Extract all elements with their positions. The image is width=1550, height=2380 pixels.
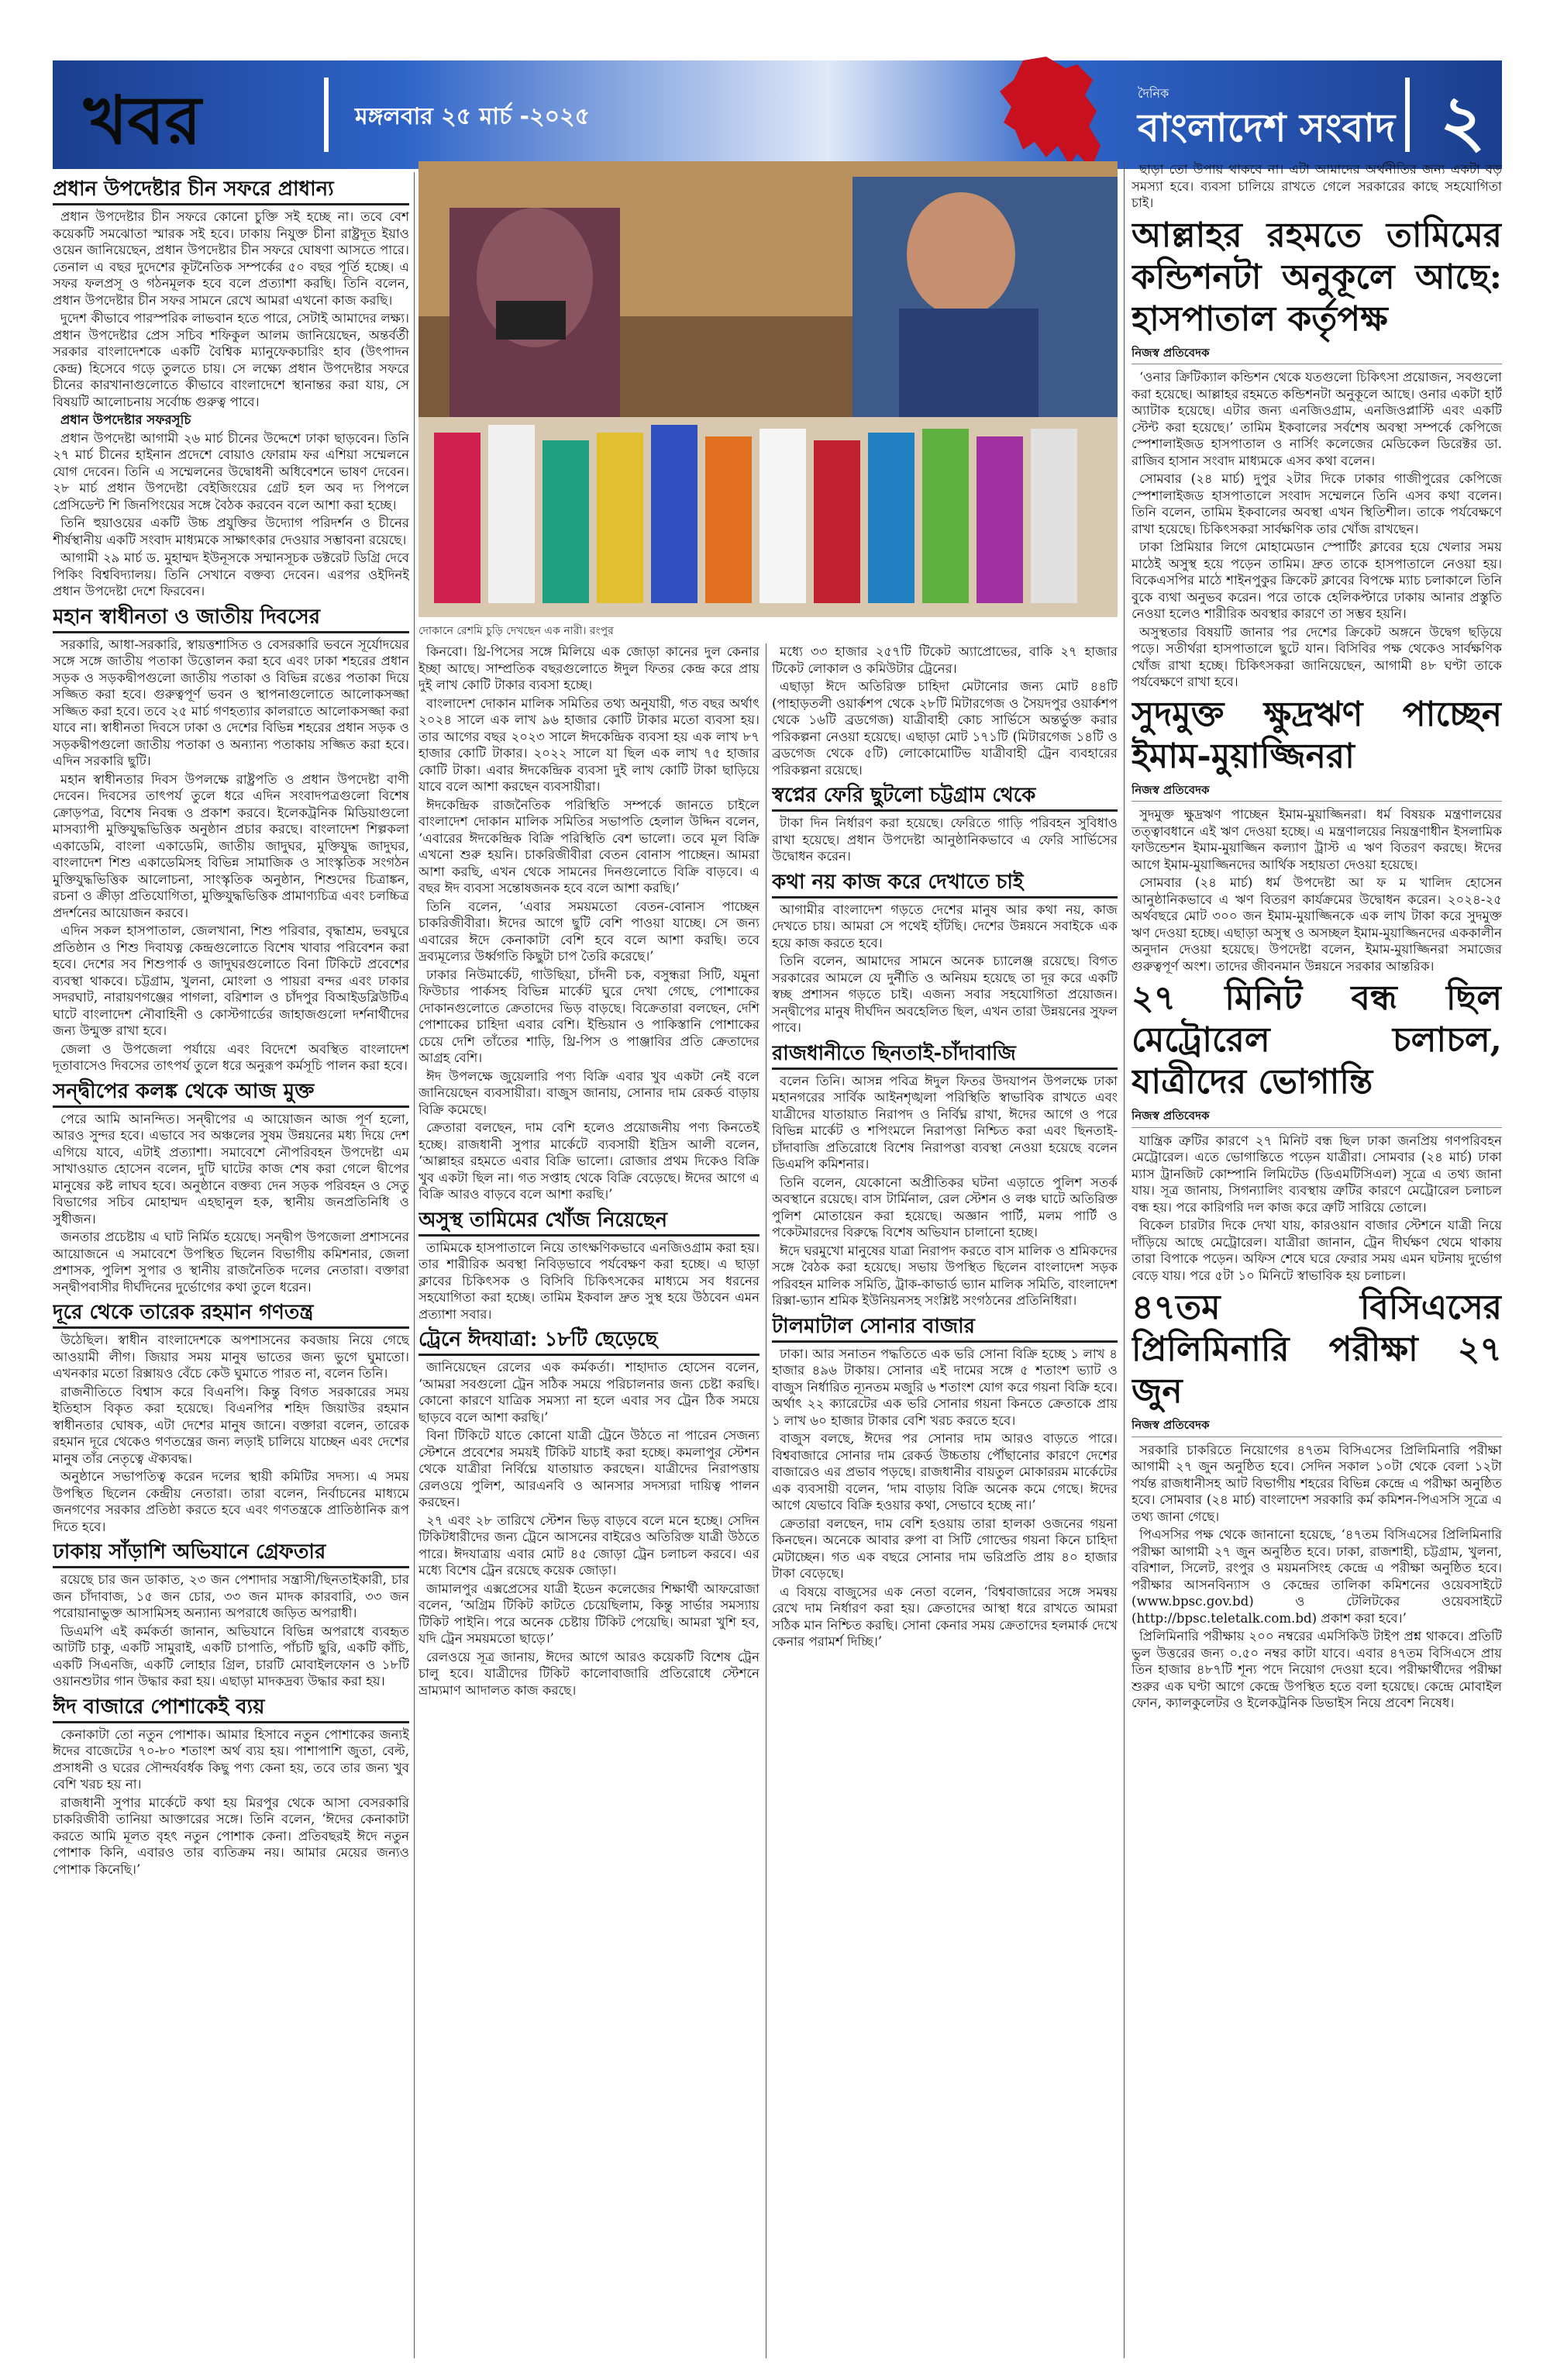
headline-train-eid: ট্রেনে ঈদযাত্রা: ১৮টি ছেড়েছে bbox=[418, 1327, 760, 1356]
column-rule bbox=[414, 172, 415, 2358]
headline-ferry: স্বপ্নের ফেরি ছুটলো চট্টগ্রাম থেকে bbox=[772, 783, 1118, 812]
divider bbox=[1405, 78, 1410, 152]
photo-caption: দোকানে রেশমি চুড়ি দেখছেন এক নারী। রংপুর bbox=[418, 625, 614, 637]
paragraph: ঢাকা। আর সনাতন পদ্ধতিতে এক ভরি সোনা বিক্রি হচ্ছে ১ লাখ ৪ হাজার ৪৯৬ টাকায়। সোনার এই দামের সঙ্গে ৫ শতাংশ ভ্যাট ও বাজুস নির্ধারিত ন্যূনতম মজুরি ৬ শতাংশ যোগ করে গয়না বিক্রি হবে। অর্থাৎ ২২ ক্যারেটের এক ভরি সোনার গয়না কিনতে ক্রেতাকে প্রায় ১ লাখ ৬০ হাজার টাকার বেশি খরচ করতে হবে। bbox=[772, 1346, 1118, 1428]
paragraph: প্রিলিমিনারি পরীক্ষায় ২০০ নম্বরের এমসিকিউ টাইপ প্রশ্ন থাকবে। প্রতিটি ভুল উত্তরের জন্য ০.৫০ নম্বর কাটা যাবে। এবার ৪৭তম বিসিএসে প্রায় তিন হাজার ৪৮৭টি শূন্য পদে নিয়োগ দেওয়া হবে। পরীক্ষার্থীদের পরীক্ষা শুরুর এক ঘণ্টা আগে কেন্দ্রে উপস্থিত হতে বলা হয়েছে। কেন্দ্রে মোবাইল ফোন, ক্যালকুলেটর ও ইলেকট্রনিক ডিভাইস নিয়ে প্রবেশ নিষেধ। bbox=[1132, 1629, 1502, 1710]
paragraph: তিনি বলেন, আমাদের সামনে অনেক চ্যালেঞ্জ রয়েছে। বিগত সরকারের আমলে যে দুর্নীতি ও অনিয়ম হয়েছে তা দূর করে একটি স্বচ্ছ প্রশাসন গড়তে চাই। এজন্য সবার সহযোগিতা প্রয়োজন। সন্দ্বীপের মানুষ দীর্ঘদিন অবহেলিত ছিল, এখন তারা উন্নয়নের সুফল পাবে। bbox=[772, 954, 1118, 1035]
paragraph: প্রধান উপদেষ্টার চীন সফরে কোনো চুক্তি সই হচ্ছে না। তবে বেশ কয়েকটি সমঝোতা স্মারক সই হবে। ঢাকায় নিযুক্ত চীনা রাষ্ট্রদূত ইয়াও ওয়েন জানিয়েছেন, প্রধান উপদেষ্টার চীন সফরে ঘোষণা আসতে পারে। তেনাল এ বছর দুদেশের কূটনৈতিক সম্পর্কের ৫০ বছর পূর্তি হচ্ছে। এ সফর ফলপ্রসূ ও গঠনমূলক হবে বলে প্রত্যাশা করছি। তিনি বলেন, প্রধান উপদেষ্টার চীন সফর সামনে রেখে আমরা এখনো কাজ করছি। bbox=[53, 209, 409, 308]
bangle-shop-photo bbox=[418, 161, 1118, 617]
paragraph: রয়েছে চার জন ডাকাত, ২৩ জন পেশাদার সন্ত্রাসী/ছিনতাইকারী, চার জন চাঁদাবাজ, ১৫ জন চোর, ৩৩ জন মাদক কারবারি, ৩৩ জন পরোয়ানাভুক্ত আসামিসহ অন্যান্য অপরাধে জড়িত অপরাধী। bbox=[53, 1572, 409, 1620]
paragraph: সরকারি চাকরিতে নিয়োগের ৪৭তম বিসিএসের প্রিলিমিনারি পরীক্ষা আগামী ২৭ জুন অনুষ্ঠিত হবে। সেদিন সকাল ১০টা থেকে বেলা ১২টা পর্যন্ত রাজধানীসহ আট বিভাগীয় শহরের বিভিন্ন কেন্দ্রে এ পরীক্ষা অনুষ্ঠিত হবে। সোমবার (২৪ মার্চ) বাংলাদেশ সরকারি কর্ম কমিশন-পিএসসি সূত্রে এ তথ্য জানা গেছে। bbox=[1132, 1442, 1502, 1524]
paragraph: তিনি হুয়াওয়ের একটি উচ্চ প্রযুক্তির উদ্যোগ পরিদর্শন ও চীনের শীর্ষস্থানীয় একটি সংবাদ মাধ্যমকে সাক্ষাৎকার দেওয়ার সম্ভাবনা রয়েছে। bbox=[53, 516, 409, 547]
headline-bcs: ৪৭তম বিসিএসের প্রিলিমিনারি পরীক্ষা ২৭ জুন bbox=[1132, 1288, 1502, 1411]
paragraph: বিনা টিকিটে যাতে কোনো যাত্রী ট্রেনে উঠতে না পারেন সেজন্য স্টেশনে প্রবেশের সময়ই টিকিট যাচাই করা হচ্ছে। কমলাপুর স্টেশন থেকে যাত্রীরা নির্বিঘ্নে যাতায়াত করছেন। যাত্রীদের নিরাপত্তায় রেলওয়ে পুলিশ, আরএনবি ও আনসার সদস্যরা দায়িত্ব পালন করছেন। bbox=[418, 1428, 760, 1509]
paragraph: বাজুস বলছে, ঈদের পর সোনার দাম আরও বাড়তে পারে। বিশ্ববাজারে সোনার দাম রেকর্ড উচ্চতায় পৌঁছানোর কারণে দেশের বাজারেও এর প্রভাব পড়ছে। রাজধানীর বায়তুল মোকাররম মার্কেটের এক ব্যবসায়ী বলেন, ‘দাম বাড়ায় বিক্রি অনেক কমে গেছে। ঈদের আগে যেভাবে বিক্রি হওয়ার কথা, সেভাবে হচ্ছে না।’ bbox=[772, 1431, 1118, 1513]
column-2 bbox=[418, 643, 760, 2358]
paper-prefix: দৈনিক bbox=[1138, 86, 1169, 101]
paragraph: ২৭ এবং ২৮ তারিখে স্টেশন ভিড় বাড়বে বলে মনে হচ্ছে। সেদিন টিকিটধারীদের জন্য ট্রেনে আসনের বাইরেও অতিরিক্ত যাত্রী উঠতে পারে। ঈদযাত্রায় এবার মোট ৪৫ জোড়া ট্রেন চলাচল করবে। এর মধ্যে বিশেষ ট্রেন রয়েছে কয়েক জোড়া। bbox=[418, 1513, 760, 1578]
headline-tamim-visit: অসুস্থ তামিমের খোঁজ নিয়েছেন bbox=[418, 1208, 760, 1237]
headline-dhaka-raid: ঢাকায় সাঁড়াশি অভিযানে গ্রেফতার bbox=[53, 1540, 409, 1568]
byline: নিজস্ব প্রতিবেদক bbox=[1132, 1108, 1502, 1128]
paragraph: তিনি বলেন, যেকোনো অপ্রীতিকর ঘটনা এড়াতে পুলিশ সতর্ক অবস্থানে রয়েছে। বাস টার্মিনাল, রেল স্টেশন ও লঞ্চ ঘাটে অতিরিক্ত পুলিশ মোতায়েন করা হয়েছে। অজ্ঞান পার্টি, মলম পার্টি ও পকেটমারদের বিরুদ্ধে বিশেষ অভিযান চালানো হচ্ছে। bbox=[772, 1174, 1118, 1240]
paragraph: তিনি বলেন, ‘এবার সময়মতো বেতন-বোনাস পাচ্ছেন চাকরিজীবীরা। ঈদের আগে ছুটি বেশি পাওয়া যাচ্ছে। সে জন্য এবারের ঈদে কেনাকাটা বেশি হবে বলে আশা করছি। তবে দ্রব্যমূল্যের উর্ধ্বগতি কিছুটা চাপ তৈরি করেছে।’ bbox=[418, 899, 760, 964]
paragraph: জামালপুর এক্সপ্রেসের যাত্রী ইডেন কলেজের শিক্ষার্থী আফরোজা বলেন, ‘অগ্রিম টিকিট কাটতে চেয়েছিলাম, কিন্তু সার্ভার সমস্যায় টিকিট পাইনি। পরে অনেক চেষ্টায় টিকিট পেয়েছি। আমরা খুশি হব, যদি ট্রেন সময়মতো ছাড়ে।’ bbox=[418, 1581, 760, 1646]
paragraph: দুদেশ কীভাবে পারস্পরিক লাভবান হতে পারে, সেটাই আমাদের লক্ষ্য। প্রধান উপদেষ্টার প্রেস সচিব শফিকুল আলম জানিয়েছেন, অন্তর্বর্তী সরকার বাংলাদেশকে একটি বৈশ্বিক ম্যানুফেকচারিং হাব (উৎপাদন কেন্দ্র) হিসেবে গড়ে তুলতে চায়। সে লক্ষ্যে প্রধান উপদেষ্টার সফরে চীনের কারখানাগুলোতে কীভাবে বাংলাদেশে স্থানান্তর করা যায়, সে বিষয়টি আলোচনায় সর্বোচ্চ গুরুত্ব পাবে। bbox=[53, 311, 409, 409]
paragraph: জনতার প্রচেষ্টায় এ ঘাট নির্মিত হয়েছে। সন্দ্বীপ উপজেলা প্রশাসনের আয়োজনে এ সমাবেশে উপস্থিত ছিলেন বিভাগীয় কমিশনার, জেলা প্রশাসক, পুলিশ সুপার ও স্থানীয় রাজনৈতিক দলের নেতারা। বক্তারা সন্দ্বীপবাসীর দীর্ঘদিনের দুর্ভোগের কথা তুলে ধরেন। bbox=[53, 1230, 409, 1295]
paragraph: ডিএমপি এই কর্মকর্তা জানান, অভিযানে বিভিন্ন অপরাধে ব্যবহৃত আটটি চাকু, একটি সামুরাই, একটি চাপাতি, পাঁচটি ছুরি, একটি কাঁচি, একটি সিএনজি, একটি লোহার গ্রিল, চারটি মোবাইলফোন ও ১৮টি ওয়ানশুটার গান উদ্ধার করা হয়। এছাড়া মাদকদ্রব্য উদ্ধার করা হয়। bbox=[53, 1623, 409, 1688]
paragraph: মহান স্বাধীনতার দিবস উপলক্ষে রাষ্ট্রপতি ও প্রধান উপদেষ্টা বাণী দেবেন। দিবসের তাৎপর্য তুলে ধরে এদিন সংবাদপত্রগুলো বিশেষ ক্রোড়পত্র, বিশেষ নিবন্ধ ও প্রকাশ করবে। ইলেকট্রনিক মিডিয়াগুলো মাসব্যাপী মুক্তিযুদ্ধভিত্তিক অনুষ্ঠান প্রচার করছে। বাংলাদেশ শিল্পকলা একাডেমি, বাংলা একাডেমি, জাতীয় জাদুঘর, মুক্তিযুদ্ধ জাদুঘর, বাংলাদেশ শিশু একাডেমিসহ বিভিন্ন সামাজিক ও সাংস্কৃতিক সংগঠন মুক্তিযুদ্ধভিত্তিক আলোচনা, সাংস্কৃতিক অনুষ্ঠান, শিশুদের চিত্রাঙ্কন, রচনা ও ক্রীড়া প্রতিযোগিতা, মুক্তিযুদ্ধভিত্তিক প্রামাণ্যচিত্র এবং চলচ্চিত্র প্রদর্শনের আয়োজন করবে। bbox=[53, 771, 409, 920]
headline-tarique: দূরে থেকে তারেক রহমান গণতন্ত্র bbox=[53, 1300, 409, 1329]
paragraph: পিএসসির পক্ষ থেকে জানানো হয়েছে, ‘৪৭তম বিসিএসের প্রিলিমিনারি পরীক্ষা আগামী ২৭ জুন অনুষ্ঠিত হবে। ঢাকা, রাজশাহী, চট্টগ্রাম, খুলনা, বরিশাল, সিলেট, রংপুর ও ময়মনসিংহ কেন্দ্রে এ পরীক্ষা অনুষ্ঠিত হবে। পরীক্ষার আসনবিন্যাস ও কেন্দ্রের তালিকা কমিশনের ওয়েবসাইটে (www.bpsc.gov.bd) ও টেলিটকের ওয়েবসাইটে (http://bpsc.teletalk.com.bd) প্রকাশ করা হবে।’ bbox=[1132, 1527, 1502, 1626]
paragraph: এছাড়া ঈদে অতিরিক্ত চাহিদা মেটানোর জন্য মোট ৪৪টি (পাহাড়তলী ওয়ার্কশপ থেকে ২৮টি মিটারগেজ ও সৈয়দপুর ওয়ার্কশপ থেকে ১৬টি ব্রডগেজ) যাত্রীবাহী কোচ সার্ভিসে অন্তর্ভুক্ত করার পরিকল্পনা নেওয়া হয়েছে। এছাড়া মোট ১৭১টি (মিটারগেজ ১৪টি ও ব্রডগেজ থেকে ৫টি) লোকোমোটিভ যাত্রীবাহী ট্রেন ব্যবহারের পরিকল্পনা রয়েছে। bbox=[772, 679, 1118, 778]
paragraph: জেলা ও উপজেলা পর্যায়ে এবং বিদেশে অবস্থিত বাংলাদেশ দূতাবাসেও দিবসের তাৎপর্য তুলে ধরে অনুরূপ কর্মসূচি পালন করা হবে। bbox=[53, 1041, 409, 1073]
column-4 bbox=[1132, 161, 1502, 2358]
issue-date: মঙ্গলবার ২৫ মার্চ -২০২৫ bbox=[355, 103, 591, 130]
paragraph: জানিয়েছেন রেলের এক কর্মকর্তা। শাহাদাত হোসেন বলেন, ‘আমরা সবগুলো ট্রেন সঠিক সময়ে পরিচালনার জন্য চেষ্টা করছি। কোনো কারণে যাত্রিক সমস্যা না হলে এবার সব ট্রেন ঠিক সময়ে ছাড়বে বলে আশা করছি।’ bbox=[418, 1360, 760, 1425]
section-title: খবর bbox=[84, 82, 202, 160]
paragraph: পেরে আমি আনন্দিত। সন্দ্বীপের এ আয়োজন আজ পূর্ণ হলো, আরও সুন্দর হবে। এভাবে সব অঞ্চলের সুষম উন্নয়নের মধ্য দিয়ে দেশ এগিয়ে যাবে, এটাই প্রত্যাশা। সমাবেশে নৌপরিবহন উপদেষ্টা এম সাখাওয়াত হোসেন বলেন, দুটি ঘাটের কাজ শেষ করা গেলে দ্বীপের মানুষের কষ্ট লাঘব হবে। অনুষ্ঠানে বক্তব্য দেন সড়ক পরিবহন ও সেতু বিভাগের সচিব মোহাম্মদ এহছানুল হক, স্থানীয় জনপ্রতিনিধি ও সুধীজন। bbox=[53, 1111, 409, 1226]
subheading: প্রধান উপদেষ্টার সফরসূচি bbox=[60, 412, 191, 427]
paragraph: রাজনীতিতে বিশ্বাস করে বিএনপি। কিন্তু বিগত সরকারের সময় ইতিহাস বিকৃত করা হয়েছে। বিএনপির শহিদ জিয়াউর রহমান স্বাধীনতার ঘোষক, এটা দেশের মানুষ জানে। বক্তারা বলেন, তারেক রহমান দূরে থেকেও গণতন্ত্রের জন্য লড়াই চালিয়ে যাচ্ছেন এবং দেশের মানুষ তাঁর নেতৃত্বে ঐক্যবদ্ধ। bbox=[53, 1384, 409, 1466]
paragraph: ঈদ উপলক্ষে জুয়েলারি পণ্য বিক্রি এবার খুব একটা নেই বলে জানিয়েছেন ব্যবসায়ীরা। বাজুস জানায়, সোনার দাম রেকর্ড বাড়ায় বিক্রি কমেছে। bbox=[418, 1068, 760, 1117]
paragraph: অসুস্থতার বিষয়টি জানার পর দেশের ক্রিকেট অঙ্গনে উদ্বেগ ছড়িয়ে পড়ে। সতীর্থরা হাসপাতালে ছুটে যান। বিসিবির পক্ষ থেকেও সার্বক্ষণিক খোঁজ রাখা হচ্ছে। চিকিৎসকরা জানিয়েছেন, আগামী ৪৮ ঘণ্টা তাকে পর্যবেক্ষণে রাখা হবে। bbox=[1132, 624, 1502, 689]
headline-eid-market: ঈদ বাজারে পোশাকেই ব্যয় bbox=[53, 1695, 409, 1723]
paragraph: বাংলাদেশ দোকান মালিক সমিতির তথ্য অনুযায়ী, গত বছর অর্থাৎ ২০২৪ সালে এক লাখ ৯৬ হাজার কোটি টাকার মতো ব্যবসা হয়। তার আগের বছর ২০২৩ সালে ঈদকেন্দ্রিক ব্যবসা হয় এক লাখ ৮৭ হাজার কোটি টাকার। ২০২২ সালে যা ছিল এক লাখ ৭৫ হাজার কোটি টাকা। এবার ঈদকেন্দ্রিক ব্যবসা দুই লাখ কোটি টাকা ছাড়িয়ে যাবে বলে আশা করছেন ব্যবসায়ীরা। bbox=[418, 695, 760, 794]
headline-gold-market: টালমাটাল সোনার বাজার bbox=[772, 1314, 1118, 1343]
page-number: ২ bbox=[1440, 81, 1486, 162]
paper-name: বাংলাদেশ সংবাদ bbox=[1138, 105, 1396, 150]
paragraph: ঈদে ঘরমুখো মানুষের যাত্রা নিরাপদ করতে বাস মালিক ও শ্রমিকদের সঙ্গে বৈঠক করা হয়েছে। সভায় উপস্থিত ছিলেন বাংলাদেশ সড়ক পরিবহন মালিক সমিতি, ট্রাক-কাভার্ড ভ্যান মালিক সমিতি, বাংলাদেশ রিক্সা-ভ্যান শ্রমিক ইউনিয়নসহ সংশ্লিষ্ট সংগঠনের প্রতিনিধিরা। bbox=[772, 1243, 1118, 1308]
paragraph: ছাড়া তো উপায় থাকবে না। এটা আমাদের অর্থনীতির জন্য একটা বড় সমস্যা হবে। ব্যবসা চালিয়ে রাখতে গেলে সরকারের কাছে সহযোগিতা চাই। bbox=[1132, 162, 1502, 210]
headline-independence-day: মহান স্বাধীনতা ও জাতীয় দিবসের bbox=[53, 605, 409, 633]
headline-tamim-condition: আল্লাহর রহমতে তামিমের কন্ডিশনটা অনুকূলে আছে: হাসপাতাল কর্তৃপক্ষ bbox=[1132, 215, 1502, 339]
paragraph: অনুষ্ঠানে সভাপতিত্ব করেন দলের স্থায়ী কমিটির সদস্য। এ সময় উপস্থিত ছিলেন কেন্দ্রীয় নেতারা। তারা বলেন, নির্বাচনের মাধ্যমে জনগণের সরকার প্রতিষ্ঠা করতে হবে এবং গণতন্ত্রকে প্রাতিষ্ঠানিক রূপ দিতে হবে। bbox=[53, 1469, 409, 1534]
paragraph: সুদমুক্ত ক্ষুদ্রঋণ পাচ্ছেন ইমাম-মুয়াজ্জিনরা। ধর্ম বিষয়ক মন্ত্রণালয়ের তত্ত্বাবধানে এই ঋণ দেওয়া হচ্ছে। এ মন্ত্রণালয়ের নিয়ন্ত্রণাধীন ইসলামিক ফাউন্ডেশন ইমাম-মুয়াজ্জিন কল্যাণ ট্রাস্ট এ ঋণ বিতরণ করছে। ঈদের আগে ইমাম-মুয়াজ্জিনদের আর্থিক সহায়তা দেওয়া হয়েছে। bbox=[1132, 807, 1502, 872]
headline-china-visit: প্রধান উপদেষ্টার চীন সফরে প্রাধান্য bbox=[53, 177, 409, 205]
paragraph: যান্ত্রিক ত্রুটির কারণে ২৭ মিনিট বন্ধ ছিল ঢাকা জনপ্রিয় গণপরিবহন মেট্রোরেল। এতে ভোগান্তিতে পড়েন যাত্রীরা। সোমবার (২৪ মার্চ) ঢাকা ম্যাস ট্রানজিট কোম্পানি লিমিটেড (ডিএমটিসিএল) সূত্রে এ তথ্য জানা যায়। সূত্র জানায়, সিগন্যালিং ব্যবস্থায় ত্রুটির কারণে মেট্রোরেল চলাচল বন্ধ হয়। পরে কারিগরি দল কাজ করে ত্রুটি সারিয়ে তোলে। bbox=[1132, 1133, 1502, 1215]
paragraph: ঢাকার নিউমার্কেট, গাউছিয়া, চাঁদনী চক, বসুন্ধরা সিটি, যমুনা ফিউচার পার্কসহ বিভিন্ন মার্কেট ঘুরে দেখা গেছে, পোশাকের দোকানগুলোতে ক্রেতাদের ভিড় বাড়ছে। বিক্রেতারা বলছেন, দেশি পোশাকের চাহিদা এবার বেশি। ইন্ডিয়ান ও পাকিস্তানি পোশাকের চেয়ে দেশি তাঁতের শাড়ি, থ্রি-পিস ও পাঞ্জাবির প্রতি ক্রেতাদের আগ্রহ বেশি। bbox=[418, 967, 760, 1065]
paragraph: কেনাকাটা তো নতুন পোশাক। আমার হিসাবে নতুন পোশাকের জন্যই ঈদের বাজেটের ৭০-৮০ শতাংশ অর্থ ব্যয় হয়। পাশাপাশি জুতা, বেল্ট, প্রসাধনী ও ঘরের সৌন্দর্যবর্ধক কিছু পণ্য কেনা হয়, তবে তার জন্য খুব বেশি খরচ হয় না। bbox=[53, 1726, 409, 1792]
byline: নিজস্ব প্রতিবেদক bbox=[1132, 1417, 1502, 1437]
paragraph: বলেন তিনি। আসন্ন পবিত্র ঈদুল ফিতর উদযাপন উপলক্ষে ঢাকা মহানগরের সার্বিক আইনশৃঙ্খলা পরিস্থিতি স্বাভাবিক রাখতে এবং যাত্রীদের যাতায়াত নিরাপদ ও নির্বিঘ্ন রাখা, ঈদের আগে ও পরে বিভিন্ন মার্কেট ও শপিংমলে নিরাপত্তা নিশ্চিত করা এবং ছিনতাই-চাঁদাবাজি প্রতিরোধে বিশেষ নিরাপত্তা ব্যবস্থা নেওয়া হয়েছে বলেন ডিএমপি কমিশনার। bbox=[772, 1073, 1118, 1171]
paragraph: ক্রেতারা বলছেন, দাম বেশি হলেও প্রয়োজনীয় পণ্য কিনতেই হচ্ছে। রাজধানী সুপার মার্কেটে ব্যবসায়ী ইদ্রিস আলী বলেন, ‘আল্লাহর রহমতে এবার বিক্রি ভালো। রোজার প্রথম দিকেও বিক্রি খুব একটা ছিল না। গত সপ্তাহ থেকে বিক্রি বেড়েছে। ঈদের আগে এ বিক্রি আরও বাড়বে বলে আশা করছি।’ bbox=[418, 1120, 760, 1202]
paragraph: প্রধান উপদেষ্টা আগামী ২৬ মার্চ চীনের উদ্দেশে ঢাকা ছাড়বেন। তিনি ২৭ মার্চ চীনের হাইনান প্রদেশে বোয়াও ফোরাম ফর এশিয়া সম্মেলনে যোগ দেবেন। তিনি এ সম্মেলনের উদ্বোধনী অধিবেশনে ভাষণ দেবেন। ২৮ মার্চ প্রধান উপদেষ্টা বেইজিংয়ের গ্রেট হল অব দ্য পিপলে প্রেসিডেন্ট শি জিনপিংয়ের সঙ্গে বৈঠক করবেন বলে আশা করা হচ্ছে। bbox=[53, 430, 409, 512]
paragraph: রাজধানী সুপার মার্কেটে কথা হয় মিরপুর থেকে আসা বেসরকারি চাকরিজীবী তানিয়া আক্তারের সঙ্গে। তিনি বলেন, ‘ঈদের কেনাকাটা করতে আমি মূলত বৃহৎ নতুন পোশাক কেনা। প্রতিবছরই ঈদে নতুন পোশাক কিনি, এবারও তার ব্যতিক্রম নয়। আমার মেয়ের জন্যও পোশাক কিনেছি।’ bbox=[53, 1795, 409, 1877]
byline: নিজস্ব প্রতিবেদক bbox=[1132, 345, 1502, 365]
paragraph: সোমবার (২৪ মার্চ) ধর্ম উপদেষ্টা আ ফ ম খালিদ হোসেন আনুষ্ঠানিকভাবে এ ঋণ বিতরণ কার্যক্রমের উদ্বোধন করেন। ২০২৪-২৫ অর্থবছরে মোট ৩০০ জন ইমাম-মুয়াজ্জিনকে এক লাখ টাকা করে সুদমুক্ত ঋণ দেওয়া হচ্ছে। এছাড়া অসুস্থ ও অসচ্ছল ইমাম-মুয়াজ্জিনদের এককালীন অনুদান দেওয়া হয়েছে। উপদেষ্টা বলেন, ইমাম-মুয়াজ্জিনরা সমাজের গুরুত্বপূর্ণ অংশ। তাদের জীবনমান উন্নয়নে সরকার আন্তরিক। bbox=[1132, 875, 1502, 974]
column-rule bbox=[1124, 161, 1125, 2358]
paragraph: তামিমকে হাসপাতালে নিয়ে তাৎক্ষণিকভাবে এনজিওগ্রাম করা হয়। তার শারীরিক অবস্থা নিবিড়ভাবে পর্যবেক্ষণ করা হচ্ছে। এ ছাড়া ক্লাবের চিকিৎসক ও বিসিবি চিকিৎসকের মাধ্যমে সব ধরনের সহযোগিতা করা হচ্ছে। তামিম ইকবাল দ্রুত সুস্থ হয়ে উঠবেন এমন প্রত্যাশা সবার। bbox=[418, 1240, 760, 1322]
masthead bbox=[53, 60, 1502, 169]
byline: নিজস্ব প্রতিবেদক bbox=[1132, 782, 1502, 802]
paragraph: আগামীর বাংলাদেশ গড়তে দেশের মানুষ আর কথা নয়, কাজ দেখতে চায়। আমরা সে পথেই হাঁটছি। দেশের উন্নয়নে সবাইকে এক হয়ে কাজ করতে হবে। bbox=[772, 902, 1118, 950]
paragraph: এদিন সকল হাসপাতাল, জেলখানা, শিশু পরিবার, বৃদ্ধাশ্রম, ভবঘুরে প্রতিষ্ঠান ও শিশু দিবাযত্ন কেন্দ্রগুলোতে বিশেষ খাবার পরিবেশন করা হবে। দেশের সব শিশুপার্ক ও জাদুঘরগুলোতে বিনা টিকিটে প্রবেশের ব্যবস্থা থাকবে। চট্টগ্রাম, খুলনা, মোংলা ও পায়রা বন্দর এবং ঢাকার সদরঘাট, নারায়ণগঞ্জের পাগলা, বরিশাল ও চাঁদপুর বিআইডব্লিউটিএ ঘাটে বাংলাদেশ নৌবাহিনী ও কোস্টগার্ডের জাহাজগুলো দর্শনার্থীদের জন্য উন্মুক্ত রাখা হবে। bbox=[53, 923, 409, 1038]
headline-robbery: রাজধানীতে ছিনতাই-চাঁদাবাজি bbox=[772, 1041, 1118, 1070]
paragraph: ঢাকা প্রিমিয়ার লিগে মোহামেডান স্পোর্টিং ক্লাবের হয়ে খেলার সময় মাঠেই অসুস্থ হয়ে পড়েন তামিম। দ্রুত তাকে হাসপাতালে নেওয়া হয়। বিকেএসপির মাঠে শাইনপুকুর ক্রিকেট ক্লাবের বিপক্ষে ম্যাচ চলাকালে তিনি বুকে ব্যথা অনুভব করেন। পরে তাকে হেলিকপ্টারে ঢাকায় আনার প্রস্তুতি নেওয়া হলেও শারীরিক অবস্থার কারণে তা সম্ভব হয়নি। bbox=[1132, 540, 1502, 621]
paragraph: আগামী ২৯ মার্চ ড. মুহাম্মদ ইউনূসকে সম্মানসূচক ডক্টরেট ডিগ্রি দেবে পিকিং বিশ্ববিদ্যালয়। তিনি সেখানে বক্তব্য দেবেন। এরপর ওইদিনই প্রধান উপদেষ্টা দেশে ফিরবেন। bbox=[53, 550, 409, 598]
paragraph: এ বিষয়ে বাজুসের এক নেতা বলেন, ‘বিশ্ববাজারের সঙ্গে সমন্বয় রেখে দাম নির্ধারণ করা হয়। ক্রেতাদের আস্থা ধরে রাখতে আমরা সঠিক মান নিশ্চিত করছি। সোনা কেনার সময় ক্রেতাদের হলমার্ক দেখে কেনার পরামর্শ দিচ্ছি।’ bbox=[772, 1584, 1118, 1649]
paragraph: টাকা দিন নির্ধারণ করা হয়েছে। ফেরিতে গাড়ি পরিবহন সুবিধাও রাখা হয়েছে। প্রধান উপদেষ্টা আনুষ্ঠানিকভাবে এ ফেরি সার্ভিসের উদ্বোধন করেন। bbox=[772, 816, 1118, 864]
paragraph: বিকেল চারটার দিকে দেখা যায়, কারওয়ান বাজার স্টেশনে যাত্রী নিয়ে দাঁড়িয়ে আছে মেট্রোরেল। যাত্রীরা জানান, ট্রেন দীর্ঘক্ষণ থেমে থাকায় তারা বিপাকে পড়েন। অফিস শেষে ঘরে ফেরার সময় এমন ঘটনায় দুর্ভোগ বেড়ে যায়। পরে ৫টা ১০ মিনিটে স্বাভাবিক হয় চলাচল। bbox=[1132, 1218, 1502, 1283]
headline-metrorail: ২৭ মিনিট বন্ধ ছিল মেট্রোরেল চলাচল, যাত্রীদের ভোগান্তি bbox=[1132, 978, 1502, 1102]
paragraph: ‘ওনার ক্রিটিক্যাল কন্ডিশন থেকে যতগুলো চিকিৎসা প্রয়োজন, সবগুলো করা হয়েছে। আল্লাহর রহমতে কন্ডিশনটা অনুকূলে আছে। ওনার একটা হার্ট অ্যাটাক হয়েছে। এটার জন্য এনজিওগ্রাম, এনজিওপ্লাস্টি এবং একটি স্টেন্ট করা হয়েছে।’ তামিম ইকবালের সর্বশেষ অবস্থা সম্পর্কে কেপিজে স্পেশালাইজড হাসপাতাল ও নার্সিং কলেজের মেডিকেল ডিরেক্টর ডা. রাজিব হাসান সংবাদ মাধ্যমকে এসব কথা বলেন। bbox=[1132, 370, 1502, 468]
paragraph: ঈদকেন্দ্রিক রাজনৈতিক পরিস্থিতি সম্পর্কে জানতে চাইলে বাংলাদেশ দোকান মালিক সমিতির সভাপতি হেলাল উদ্দিন বলেন, ‘এবারের ঈদকেন্দ্রিক বিক্রি পরিস্থিতি বেশ ভালো। তবে মূল বিক্রি এখনো শুরু হয়নি। চাকরিজীবীরা বেতন বোনাস পাচ্ছেন। আমরা আশা করছি, এখন থেকে সামনের দিনগুলোতে বিক্রি বাড়বে। এ বছর ঈদ ব্যবসা সন্তোষজনক হবে বলে আশা করছি।’ bbox=[418, 797, 760, 895]
headline-sandwip: সন্দ্বীপের কলঙ্ক থেকে আজ মুক্ত bbox=[53, 1079, 409, 1108]
divider bbox=[324, 78, 329, 152]
column-1 bbox=[53, 172, 409, 2358]
headline-imam-loan: সুদমুক্ত ক্ষুদ্রঋণ পাচ্ছেন ইমাম-মুয়াজ্জিনরা bbox=[1132, 694, 1502, 776]
headline-work-not-words: কথা নয় কাজ করে দেখাতে চাই bbox=[772, 870, 1118, 899]
paragraph: সোমবার (২৪ মার্চ) দুপুর ২টার দিকে ঢাকার গাজীপুরের কেপিজে স্পেশালাইজড হাসপাতালে সংবাদ সম্মেলনে তিনি এসব কথা বলেন। তিনি বলেন, তামিম ইকবালের অবস্থা এখন স্থিতিশীল। তাকে পর্যবেক্ষণে রাখা হয়েছে। চিকিৎসকরা সার্বক্ষণিক তার খোঁজ রাখছেন। bbox=[1132, 471, 1502, 536]
paragraph: সরকারি, আধা-সরকারি, স্বায়ত্তশাসিত ও বেসরকারি ভবনে সূর্যোদয়ের সঙ্গে সঙ্গে জাতীয় পতাকা উত্তোলন করা হবে এবং ঢাকা শহরের প্রধান সড়ক ও সড়কদ্বীপগুলো জাতীয় পতাকা ও বিভিন্ন রঙের পতাকা দিয়ে সজ্জিত করা হবে। গুরুত্বপূর্ণ ভবন ও স্থাপনাগুলোতে আলোকসজ্জা সজ্জিত করা হবে। তবে ২৫ মার্চ গণহত্যার কালরাতে আলোকসজ্জা করা যাবে না। স্বাধীনতা দিবসে ঢাকা ও দেশের বিভিন্ন শহরের প্রধান সড়ক ও সড়কদ্বীপগুলো জাতীয় পতাকা ও অন্যান্য পতাকায় সজ্জিত করা হবে। এদিন সরকারি ছুটি। bbox=[53, 636, 409, 768]
bangladesh-map-icon bbox=[992, 53, 1108, 177]
paragraph: উঠেছিল। স্বাধীন বাংলাদেশকে অপশাসনের কবজায় নিয়ে গেছে আওয়ামী লীগ। জিয়ার সময় মানুষ ভাতের জন্য ভুগে ঘুমাতো। এখনকার মতো রিক্সায়ও বেঁচে কেউ ঘুমাতে পারত না, বলেন তিনি। bbox=[53, 1333, 409, 1381]
column-3 bbox=[772, 643, 1118, 2358]
paragraph: রেলওয়ে সূত্র জানায়, ঈদের আগে আরও কয়েকটি বিশেষ ট্রেন চালু হবে। যাত্রীদের টিকিট কালোবাজারি প্রতিরোধে স্টেশনে ভ্রাম্যমাণ আদালত কাজ করছে। bbox=[418, 1649, 760, 1698]
paragraph: কিনবো। থ্রি-পিসের সঙ্গে মিলিয়ে এক জোড়া কানের দুল কেনার ইচ্ছা আছে। সাম্প্রতিক বছরগুলোতে ঈদুল ফিতর কেন্দ্র করে প্রায় দুই লাখ কোটি টাকার ব্যবসা হচ্ছে। bbox=[418, 644, 760, 692]
paragraph: ক্রেতারা বলছেন, দাম বেশি হওয়ায় তারা হালকা ওজনের গয়না কিনছেন। অনেকে আবার রুপা বা সিটি গোল্ডের গয়না কিনে চাহিদা মেটাচ্ছেন। গত এক বছরে সোনার দাম ভরিপ্রতি প্রায় ৪০ হাজার টাকা বেড়েছে। bbox=[772, 1516, 1118, 1581]
masthead-left-band bbox=[53, 60, 828, 169]
paragraph: মধ্যে ৩৩ হাজার ২৫৭টি টিকেট অ্যাপ্রোভের, বাকি ২৭ হাজার টিকেট লোকাল ও কমিউটার ট্রেনের। bbox=[772, 644, 1118, 676]
